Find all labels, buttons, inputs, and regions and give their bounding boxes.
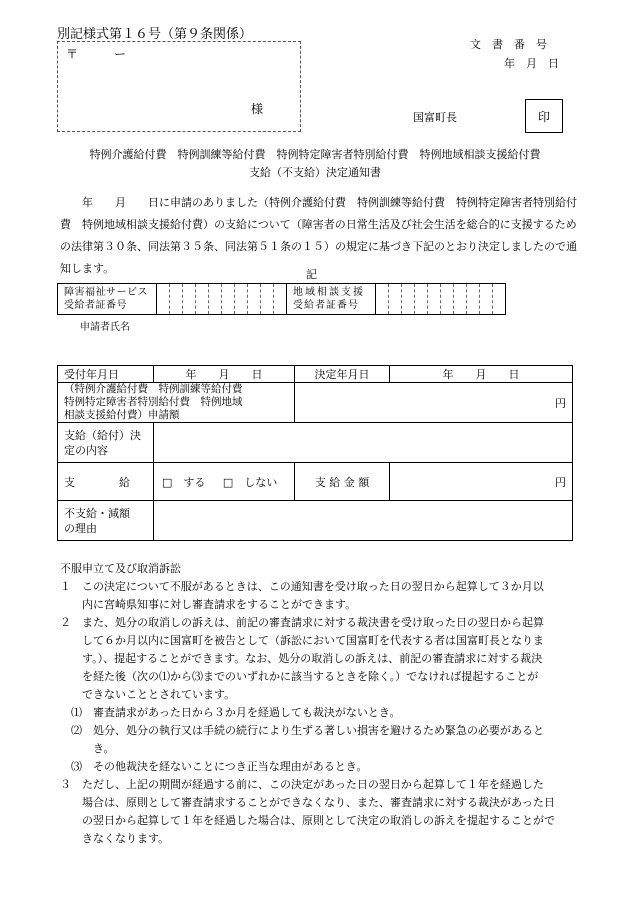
content-label: 支給（給付）決 定の内容: [58, 423, 154, 463]
cert-digit[interactable]: [467, 284, 480, 315]
amount-label: 支 給 金 額: [295, 463, 390, 501]
certificate-number-table: [57, 283, 506, 315]
cert-digit[interactable]: [428, 284, 441, 315]
check-yes[interactable]: □ する: [162, 475, 206, 489]
cert-digit[interactable]: [402, 284, 415, 315]
legal-heading: 不服申立て及び取消訴訟: [60, 562, 181, 575]
cert-label-service-b: 受給者証番号: [64, 300, 127, 311]
cert-digit[interactable]: [480, 284, 493, 315]
amount-value[interactable]: 円: [390, 463, 573, 501]
legal-line: ⑶ その他裁決を経ないことにつき正当な理由があるとき。: [60, 760, 368, 773]
cert-digit[interactable]: [248, 284, 261, 315]
cert-digit[interactable]: [196, 284, 209, 315]
cert-digit[interactable]: [441, 284, 454, 315]
cert-digit[interactable]: [493, 284, 506, 315]
legal-line: き。: [60, 742, 115, 755]
cert-label-community-a: 地域相談支援: [293, 287, 365, 298]
check-no[interactable]: □ しない: [222, 475, 278, 489]
cert-digit[interactable]: [376, 284, 389, 315]
legal-line: きなくなります。: [60, 832, 170, 845]
date-label: 年 月 日: [504, 57, 559, 70]
legal-line: す。）、提起することができます。なお、処分の取消しの訴えは、前記の審査請求に対する裁決: [60, 652, 543, 665]
legal-line: の翌日から起算して１年を経過した場合は、原則として決定の取消しの訴えを提起することがで: [60, 814, 555, 827]
legal-line: して６か月以内に国富町を被告として（訴訟において国富町を代表する者は国富町長となりま: [60, 634, 544, 647]
payment-choice[interactable]: [154, 463, 295, 501]
cert-digit[interactable]: [415, 284, 428, 315]
reason-value[interactable]: [154, 501, 573, 541]
cert-digit[interactable]: [209, 284, 222, 315]
cert-digit[interactable]: [157, 284, 170, 315]
legal-line: 場合は、原則として審査請求することができなくなり、また、審査請求に対する裁決があった日: [60, 796, 555, 809]
content-value[interactable]: [154, 423, 573, 463]
address-box: [57, 41, 301, 132]
addressee-sama: 様: [251, 102, 264, 116]
claim-amount-label: （特例介護給付費 特例訓練等給付費 特例特定障害者特別給付費 特例地域 相談支援給付費）申請額: [58, 383, 295, 423]
cert-digit[interactable]: [222, 284, 235, 315]
ki-mark: 記: [306, 268, 317, 281]
cert-label-service-a: 障害福祉サービス: [64, 287, 148, 298]
decision-date-value[interactable]: 年 月 日: [390, 366, 573, 383]
seal-label: 印: [537, 109, 550, 124]
receipt-date-label: 受付年月日: [58, 366, 154, 383]
cert-label-service: [58, 284, 157, 315]
cert-digit[interactable]: [235, 284, 248, 315]
intro-paragraph: 年 月 日に申請のありました（特例介護給付費 特例訓練等給付費 特例特定障害者特別給付費 特例地域相談支援給付費）の支給について（障害者の日常生活及び社会生活を総合的に支援するための法律第３０条、同法第３５条、同法第５１条の１５）の規定に基づき下記のとおり決定しましたので通知します。: [60, 196, 577, 275]
cert-digit[interactable]: [274, 284, 287, 315]
decision-table: [57, 365, 573, 541]
cert-label-community-b: 受給者証番号: [293, 300, 359, 311]
doc-number-label: 文 書 番 号: [470, 38, 547, 51]
receipt-date-value[interactable]: 年 月 日: [154, 366, 295, 383]
cert-digit[interactable]: [389, 284, 402, 315]
cert-digit[interactable]: [183, 284, 196, 315]
legal-line: ⑵ 処分、処分の執行又は手続の続行により生ずる著しい損害を避けるため緊急の必要があると: [60, 724, 544, 737]
decision-date-label: 決定年月日: [295, 366, 390, 383]
title-line1: 特例介護給付費 特例訓練等給付費 特例特定障害者特別給付費 特例地域相談支援給付費: [89, 148, 541, 161]
legal-line: を経た後（次の⑴から⑶までのいずれかに該当するときを除く。）でなければ提起することが: [60, 670, 539, 683]
legal-line: ２ また、処分の取消しの訴えは、前記の審査請求に対する裁決書を受け取った日の翌日から起算: [60, 616, 544, 629]
cert-digit[interactable]: [261, 284, 274, 315]
cert-digit[interactable]: [170, 284, 183, 315]
seal-box: [525, 99, 563, 133]
postal-dash: ー: [114, 47, 127, 61]
legal-line: ３ ただし、上記の期間が経過する前に、この決定があった日の翌日から起算して１年を経過した: [60, 778, 544, 791]
legal-line: １ この決定について不服があるときは、この通知書を受け取った日の翌日から起算して３か月以: [60, 580, 544, 593]
legal-line: 内に宮崎県知事に対し審査請求をすることができます。: [60, 598, 357, 611]
mayor-label: 国富町長: [413, 111, 457, 124]
title-line2: 支給（不支給）決定通知書: [249, 166, 381, 179]
postal-mark: 〒: [66, 47, 79, 61]
reason-label: 不支給・減額 の理由: [58, 501, 154, 541]
legal-line: できないこととされています。: [60, 688, 236, 701]
claim-amount-value[interactable]: 円: [295, 383, 573, 423]
cert-digit[interactable]: [454, 284, 467, 315]
legal-line: ⑴ 審査請求があった日から３か月を経過しても裁決がないとき。: [60, 706, 401, 719]
payment-label: 支 給: [58, 463, 154, 501]
applicant-name-label: 申請者氏名: [80, 322, 130, 333]
form-id: 別記様式第１６号（第９条関係）: [57, 27, 253, 42]
cert-label-community: [287, 284, 376, 315]
